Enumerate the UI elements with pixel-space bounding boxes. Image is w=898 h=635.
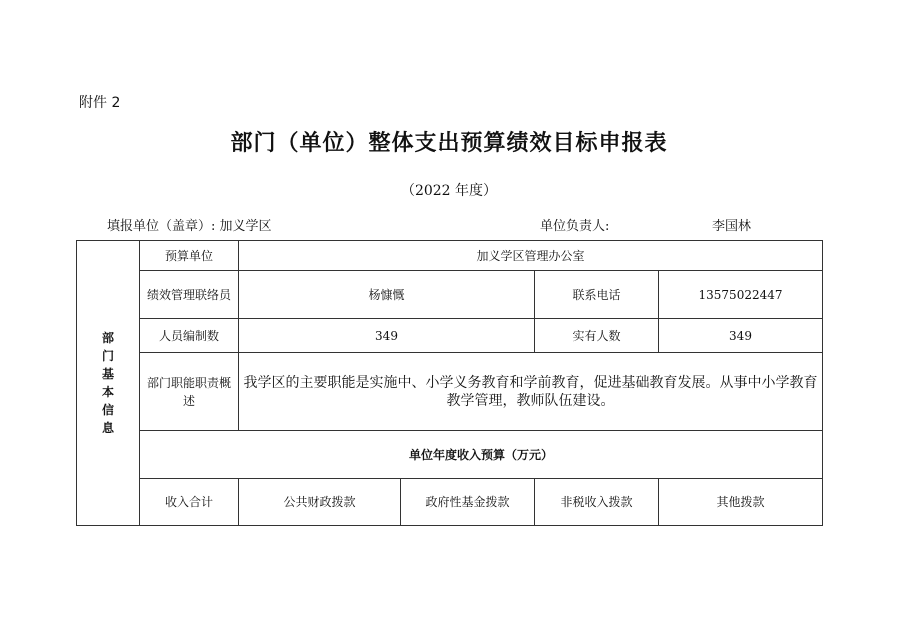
income-col-non-tax: 非税收入拨款 — [535, 479, 659, 526]
actual-staff-label: 实有人数 — [535, 319, 659, 353]
duty-summary-label: 部门职能职责概述 — [140, 353, 239, 431]
income-col-government-fund: 政府性基金拨款 — [401, 479, 535, 526]
report-year: （2022 年度） — [400, 183, 498, 199]
staff-quota-label: 人员编制数 — [140, 319, 239, 353]
attachment-label: 附件 2 — [79, 95, 121, 111]
income-col-other: 其他拨款 — [659, 479, 823, 526]
department-info-side-label: 部门基本信息 — [77, 241, 140, 526]
leader-name: 李国林 — [712, 219, 752, 234]
performance-contact-value: 杨慷慨 — [239, 271, 535, 319]
filler-unit-label: 填报单位（盖章）: 加义学区 — [107, 219, 272, 234]
duty-summary-text: 我学区的主要职能是实施中、小学义务教育和学前教育，促进基础教育发展。从事中小学教育教学管理，教师队伍建设。 — [239, 353, 823, 431]
income-col-public-finance: 公共财政拨款 — [239, 479, 401, 526]
budget-unit-value: 加义学区管理办公室 — [239, 241, 823, 271]
performance-contact-label: 绩效管理联络员 — [140, 271, 239, 319]
staff-quota-value: 349 — [239, 319, 535, 353]
income-budget-header: 单位年度收入预算（万元） — [140, 431, 823, 479]
phone-value: 13575022447 — [659, 271, 823, 319]
income-col-total: 收入合计 — [140, 479, 239, 526]
actual-staff-value: 349 — [659, 319, 823, 353]
page-title: 部门（单位）整体支出预算绩效目标申报表 — [230, 131, 668, 156]
budget-form-table — [76, 240, 823, 526]
phone-label: 联系电话 — [535, 271, 659, 319]
budget-unit-label: 预算单位 — [140, 241, 239, 271]
leader-label: 单位负责人: — [540, 219, 610, 234]
